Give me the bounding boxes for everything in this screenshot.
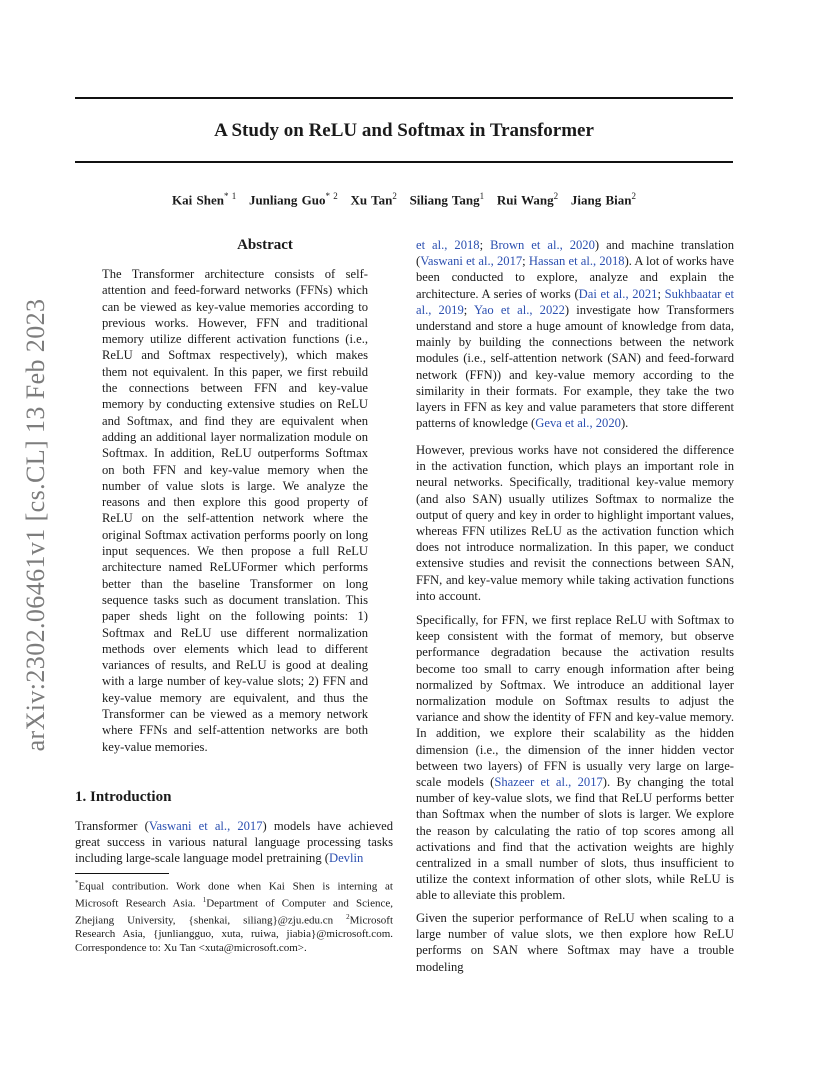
citation-link[interactable]: Yao et al., 2022 xyxy=(473,302,565,317)
author-list xyxy=(75,191,733,208)
title-top-rule xyxy=(75,97,733,99)
citation-link[interactable]: Brown et al., 2020 xyxy=(490,238,595,252)
citation-link[interactable]: Hassan et al., 2018 xyxy=(528,254,625,269)
author-mark: * 1 xyxy=(223,191,237,201)
author-mark: 2 xyxy=(392,191,397,201)
author-name: Jiang Bian xyxy=(570,192,632,208)
title-bottom-rule xyxy=(75,161,733,163)
author-name: Kai Shen xyxy=(172,192,224,208)
citation-link[interactable]: Sukhbaatar et al., 2019 xyxy=(416,286,734,317)
author-name: Junliang Guo xyxy=(248,192,326,208)
abstract-text: The Transformer architecture consists of self-attention and feed-forward networks (FFNs) which can be viewed as key-value memories according to previous works. However, FFN and traditional memory utilize different activation functions (i.e., ReLU and Softmax respectively), which makes them not equivalent. In this paper, we first rebuild the connections between FFN and key-value memory by conducting extensive studies on ReLU and Softmax, and find they are equivalent when adding an additional layer normalization module on Softmax. In addition, ReLU outperforms Softmax on both FFN and key-value memory when the number of value slots is large. We analyze the reasons and then explore this good property of ReLU on the self-attention network where the original Softmax activation performs poorly on long input sequences. We then propose a full ReLU architecture named ReLUFormer which performs better than the baseline Transformer on long sequence tasks such as document translation. This paper sheds light on the following points: 1) Softmax and ReLU use different normalization methods over elements which lead to different variances of results, and ReLU is good at dealing with a large number of key-value slots; 2) FFN and key-value memory are equivalent, and thus the Transformer can be viewed as a memory network where FFNs and self-attention networks are both key-value memories. xyxy=(102,267,368,754)
citation-link[interactable]: Vaswani et al., 2017 xyxy=(148,819,263,833)
author-name: Rui Wang xyxy=(496,192,554,208)
footnote-text: *Equal contribution. Work done when Kai Shen is interning at Microsoft Research Asia. $^1$Department of Computer and Science, Zhejiang University, {shenkai, siliang}@zju.edu.cn $^2$Microsoft Research Asia, {junliangguo, xuta, ruiwa, jiabia}@microsoft.com. Correspondence to: Xu Tan <xuta@microsoft.com>. xyxy=(75,879,394,954)
right-column-para-2 xyxy=(416,442,734,604)
author-mark: 1 xyxy=(479,191,485,201)
introduction-heading: 1. Introduction xyxy=(75,789,172,805)
footnote-rule xyxy=(75,873,169,874)
right-column-para-1 xyxy=(416,237,734,431)
right-column-para-4 xyxy=(416,910,734,975)
abstract-heading: Abstract xyxy=(237,237,293,253)
citation-link[interactable]: Devlin xyxy=(329,851,364,866)
abstract-body xyxy=(102,266,368,755)
intro-paragraph: Transformer (Vaswani et al., 2017) models have achieved great success in various natural language processing tasks including large-scale language model pretraining (Devlin xyxy=(75,819,393,866)
author-mark: 2 xyxy=(553,191,559,201)
citation-link[interactable]: et al., 2018 xyxy=(416,238,480,252)
introduction-body xyxy=(75,818,393,867)
body-paragraph: However, previous works have not considered the difference in the activation function, which plays an important role in neural networks. Specifically, traditional key-value memory (and also SAN) usually utilizes Softmax to normalize the output of query and key in order to highlight important values, whereas FFN utilizes ReLU as the activation function which does not introduce normalization. In this paper, we conduct extensive studies and revisit the connections between SAN, FFN, and key-value memory while taking activation functions into account. xyxy=(416,443,734,603)
arxiv-id-text: arXiv:2302.06461v1 [cs.CL] 13 Feb 2023 xyxy=(21,298,50,752)
author-name: Siliang Tang xyxy=(409,192,480,208)
author-mark: * 2 xyxy=(325,191,338,201)
body-paragraph: Specifically, for FFN, we first replace ReLU with Softmax to keep consistent with the format of memory, but observe performance degradation because the activation results become too small to carry enough information after being normalized by Softmax. We introduce an additional layer normalization module on Softmax results to adjust the variance and show the identity of FFN and key-value memory. In addition, we explore their scalability as the hidden dimension (i.e., the dimension of the inner hidden vector between two layers) of FFN is usually very large on large-scale models (Shazeer et al., 2017). By changing the total number of key-value slots, we find that ReLU performs better than Softmax when the number of slots is larger. We explore the reason by calculating the ratio of top scores among all activations and find that the activation weights are highly centralized in a small number of slots, thus insufficient to utilize the context information of other slots, while ReLU is able to alleviate this problem. xyxy=(416,613,734,903)
body-paragraph: et al., 2018; Brown et al., 2020) and machine translation (Vaswani et al., 2017; Hassan et al., 2018). A lot of works have been conducted to explore, analyze and explain the architecture. A series of works (Dai et al., 2021; Sukhbaatar et al., 2019; Yao et al., 2022) investigate how Transformers understand and store a huge amount of knowledge from data, mainly by building the connections between the network modules (i.e., self-attention network (SAN) and feed-forward network (FFN)) and key-value memory according to the similarity in their formats. For example, they take the two layers in FFN as key and value parameters that store different patterns of knowledge (Geva et al., 2020). xyxy=(416,238,734,431)
footnote xyxy=(75,877,393,955)
arxiv-side-stamp xyxy=(14,290,58,760)
right-column-para-3 xyxy=(416,612,734,904)
body-paragraph: Given the superior performance of ReLU when scaling to a large number of value slots, we then explore how ReLU performs on SAN where Softmax may have a trouble modeling xyxy=(416,911,734,974)
citation-link[interactable]: Dai et al., 2021 xyxy=(578,286,658,301)
paper-title: A Study on ReLU and Softmax in Transformer xyxy=(214,120,594,141)
citation-link[interactable]: Shazeer et al., 2017 xyxy=(494,775,603,790)
author-mark: 2 xyxy=(631,191,636,201)
citation-link[interactable]: Geva et al., 2020 xyxy=(535,416,621,431)
author-name: Xu Tan xyxy=(350,192,393,208)
citation-link[interactable]: Vaswani et al., 2017 xyxy=(420,254,523,269)
